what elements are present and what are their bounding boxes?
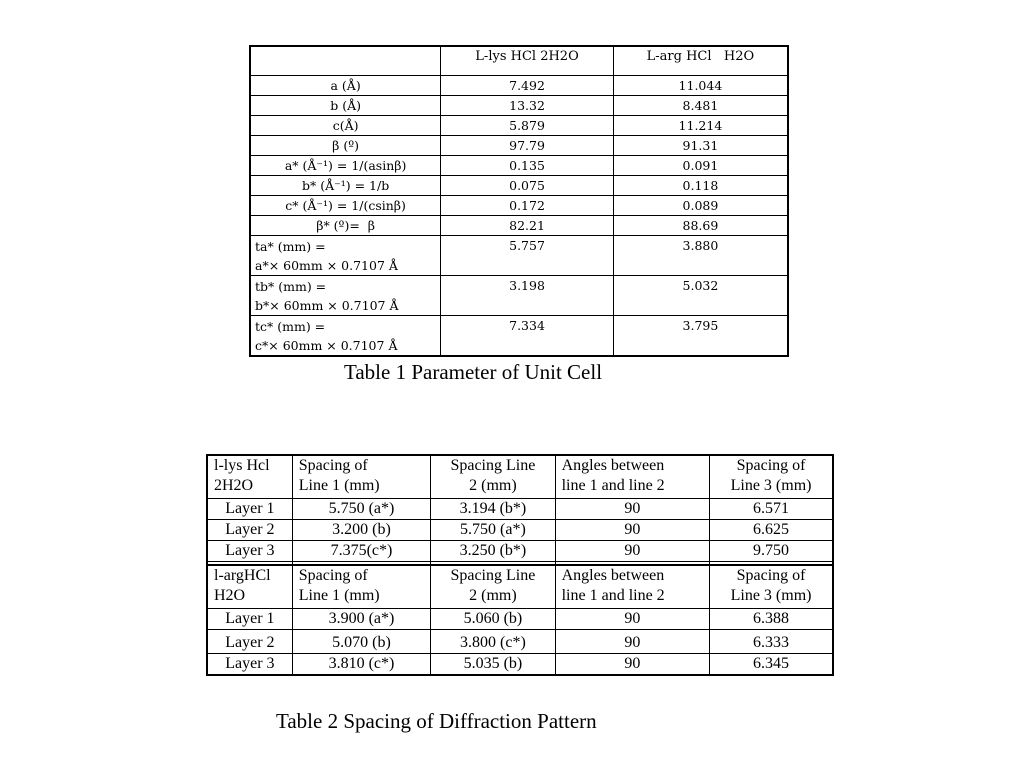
column-header — [431, 455, 555, 499]
table1-header-l-lys: L-lys HCl 2H2O — [441, 46, 614, 76]
unit-cell-parameter-table — [249, 45, 789, 357]
cell-value: 0.091 — [613, 156, 788, 176]
row-label: β (º) — [250, 136, 441, 156]
section-header-row — [207, 565, 833, 609]
row-label-line1: tb* (mm) = — [255, 279, 327, 294]
cell-value: 90 — [555, 499, 709, 520]
column-header-line1: Angles between — [561, 457, 665, 474]
table-row — [250, 116, 788, 136]
row-label: a* (Å⁻¹) = 1/(asinβ) — [250, 156, 441, 176]
cell-value: 3.810 (c*) — [292, 654, 430, 676]
column-header-line1: Spacing of — [736, 567, 806, 584]
table-row — [250, 136, 788, 156]
cell-value: 91.31 — [613, 136, 788, 156]
table-row — [250, 196, 788, 216]
cell-value: 3.800 (c*) — [431, 630, 555, 654]
column-header — [555, 565, 709, 609]
cell-value: 6.333 — [710, 630, 833, 654]
row-label: b (Å) — [250, 96, 441, 116]
table-row — [250, 76, 788, 96]
column-header-line2: 2 (mm) — [469, 477, 517, 494]
column-header-line1: Angles between — [561, 567, 665, 584]
column-header-line2: Line 1 (mm) — [298, 587, 380, 604]
column-header-line2: line 1 and line 2 — [561, 587, 665, 604]
column-header-line2: 2 (mm) — [469, 587, 517, 604]
column-header-line1: Spacing of — [298, 457, 368, 474]
row-label-line1: ta* (mm) = — [255, 239, 326, 254]
cell-value: 0.135 — [441, 156, 614, 176]
cell-value: 5.750 (a*) — [292, 499, 430, 520]
column-header-line2: Line 3 (mm) — [730, 587, 812, 604]
cell-value: 7.492 — [441, 76, 614, 96]
row-label — [250, 236, 441, 276]
row-label: β* (º)= β — [250, 216, 441, 236]
column-header-line2: Line 1 (mm) — [298, 477, 380, 494]
cell-value: 5.035 (b) — [431, 654, 555, 676]
layer-label: Layer 3 — [207, 541, 292, 562]
compound-label — [207, 455, 292, 499]
row-label-line1: tc* (mm) = — [255, 319, 326, 334]
table1-header-row — [250, 46, 788, 76]
cell-value: 7.334 — [441, 316, 614, 357]
compound-label-line1: l-argHCl — [214, 567, 271, 584]
row-label — [250, 316, 441, 357]
row-label-line2: a*× 60mm × 0.7107 Å — [255, 258, 398, 273]
column-header — [710, 455, 833, 499]
layer-label: Layer 2 — [207, 520, 292, 541]
layer-label: Layer 2 — [207, 630, 292, 654]
compound-label — [207, 565, 292, 609]
column-header-line1: Spacing Line — [450, 567, 536, 584]
cell-value: 90 — [555, 609, 709, 630]
layer-label: Layer 1 — [207, 609, 292, 630]
cell-value: 0.118 — [613, 176, 788, 196]
row-label: c* (Å⁻¹) = 1/(csinβ) — [250, 196, 441, 216]
table-row — [250, 276, 788, 316]
table1-header-empty — [250, 46, 441, 76]
column-header — [431, 565, 555, 609]
cell-value: 11.214 — [613, 116, 788, 136]
compound-label-line2: H2O — [214, 587, 246, 604]
cell-value: 90 — [555, 520, 709, 541]
cell-value: 3.880 — [613, 236, 788, 276]
table-row — [207, 609, 833, 630]
cell-value: 3.200 (b) — [292, 520, 430, 541]
cell-value: 9.750 — [710, 541, 833, 562]
table-row — [250, 216, 788, 236]
section-header-row — [207, 455, 833, 499]
cell-value: 13.32 — [441, 96, 614, 116]
table-row — [250, 316, 788, 357]
cell-value: 5.750 (a*) — [431, 520, 555, 541]
layer-label: Layer 3 — [207, 654, 292, 676]
table-row — [207, 630, 833, 654]
table-row — [250, 236, 788, 276]
cell-value: 5.032 — [613, 276, 788, 316]
diffraction-spacing-table — [206, 454, 834, 676]
column-header-line2: line 1 and line 2 — [561, 477, 665, 494]
cell-value: 5.879 — [441, 116, 614, 136]
table-row — [207, 520, 833, 541]
table1-caption: Table 1 Parameter of Unit Cell — [344, 360, 603, 384]
column-header — [555, 455, 709, 499]
table-row — [250, 176, 788, 196]
row-label: c(Å) — [250, 116, 441, 136]
column-header-line1: Spacing of — [736, 457, 806, 474]
row-label: b* (Å⁻¹) = 1/b — [250, 176, 441, 196]
compound-label-line2: 2H2O — [214, 477, 254, 494]
cell-value: 5.070 (b) — [292, 630, 430, 654]
column-header — [292, 455, 430, 499]
column-header-line1: Spacing Line — [450, 457, 536, 474]
cell-value: 0.075 — [441, 176, 614, 196]
cell-value: 0.172 — [441, 196, 614, 216]
row-label — [250, 276, 441, 316]
cell-value: 90 — [555, 541, 709, 562]
table-row — [207, 654, 833, 676]
cell-value: 82.21 — [441, 216, 614, 236]
cell-value: 0.089 — [613, 196, 788, 216]
compound-label-line1: l-lys Hcl — [214, 457, 270, 474]
cell-value: 90 — [555, 630, 709, 654]
cell-value: 97.79 — [441, 136, 614, 156]
cell-value: 3.900 (a*) — [292, 609, 430, 630]
cell-value: 11.044 — [613, 76, 788, 96]
column-header — [710, 565, 833, 609]
layer-label: Layer 1 — [207, 499, 292, 520]
cell-value: 6.345 — [710, 654, 833, 676]
cell-value: 88.69 — [613, 216, 788, 236]
cell-value: 8.481 — [613, 96, 788, 116]
cell-value: 5.757 — [441, 236, 614, 276]
table-row — [250, 96, 788, 116]
row-label-line2: c*× 60mm × 0.7107 Å — [255, 338, 398, 353]
table-row — [250, 156, 788, 176]
cell-value: 3.795 — [613, 316, 788, 357]
column-header-line1: Spacing of — [298, 567, 368, 584]
cell-value: 5.060 (b) — [431, 609, 555, 630]
cell-value: 6.571 — [710, 499, 833, 520]
cell-value: 7.375(c*) — [292, 541, 430, 562]
column-header-line2: Line 3 (mm) — [730, 477, 812, 494]
cell-value: 3.198 — [441, 276, 614, 316]
cell-value: 90 — [555, 654, 709, 676]
row-label: a (Å) — [250, 76, 441, 96]
table1-header-l-arg: L-arg HCl H2O — [613, 46, 788, 76]
row-label-line2: b*× 60mm × 0.7107 Å — [255, 298, 399, 313]
cell-value: 6.388 — [710, 609, 833, 630]
table-row — [207, 541, 833, 562]
column-header — [292, 565, 430, 609]
cell-value: 3.250 (b*) — [431, 541, 555, 562]
cell-value: 6.625 — [710, 520, 833, 541]
table-row — [207, 499, 833, 520]
cell-value: 3.194 (b*) — [431, 499, 555, 520]
table2-caption: Table 2 Spacing of Diffraction Pattern — [276, 709, 597, 733]
